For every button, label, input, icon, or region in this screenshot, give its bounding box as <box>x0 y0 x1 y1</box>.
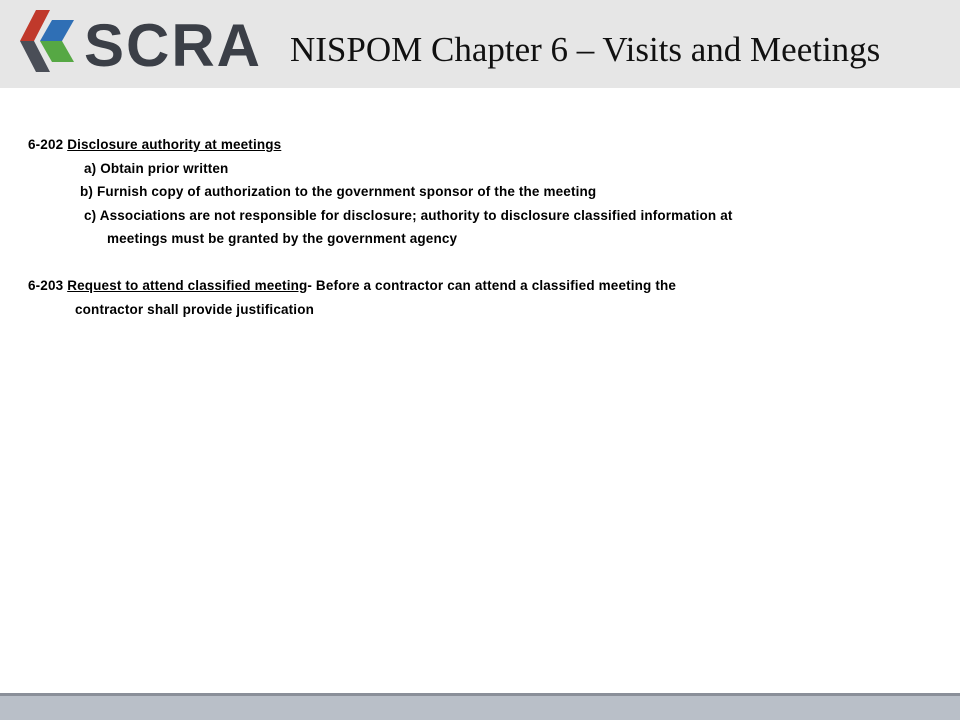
section-6-203-text-line2: contractor shall provide justification <box>75 301 314 317</box>
section-6-202-heading <box>28 133 928 157</box>
item-a: a) Obtain prior written <box>84 160 229 176</box>
item-b: b) Furnish copy of authorization to the government sponsor of the the meeting <box>80 184 597 199</box>
item-c-line1: c) Associations are not responsible for disclosure; authority to disclosure classified information at <box>84 207 733 223</box>
item-c-line2: meetings must be granted by the government agency <box>107 231 458 246</box>
slide-title: NISPOM Chapter 6 – Visits and Meetings <box>290 30 881 69</box>
slide-body <box>28 133 928 321</box>
paragraph-gap <box>28 251 928 275</box>
logo-chevron-blue <box>40 20 74 41</box>
scra-logo <box>12 8 262 74</box>
section-6-202-number: 6-202 <box>28 137 68 152</box>
logo-wordmark: SCRA <box>84 12 262 74</box>
slide-footer <box>0 696 960 720</box>
slide-header <box>0 0 960 88</box>
section-6-203-number: 6-203 <box>28 278 68 293</box>
section-6-203-text-line1: - Before a contractor can attend a classified meeting the <box>307 278 677 293</box>
section-6-202-title: Disclosure authority at meetings <box>67 137 282 152</box>
logo-chevron-green <box>40 41 74 62</box>
section-6-203-heading <box>28 274 928 298</box>
section-6-203-title: Request to attend classified meeting <box>67 278 308 293</box>
